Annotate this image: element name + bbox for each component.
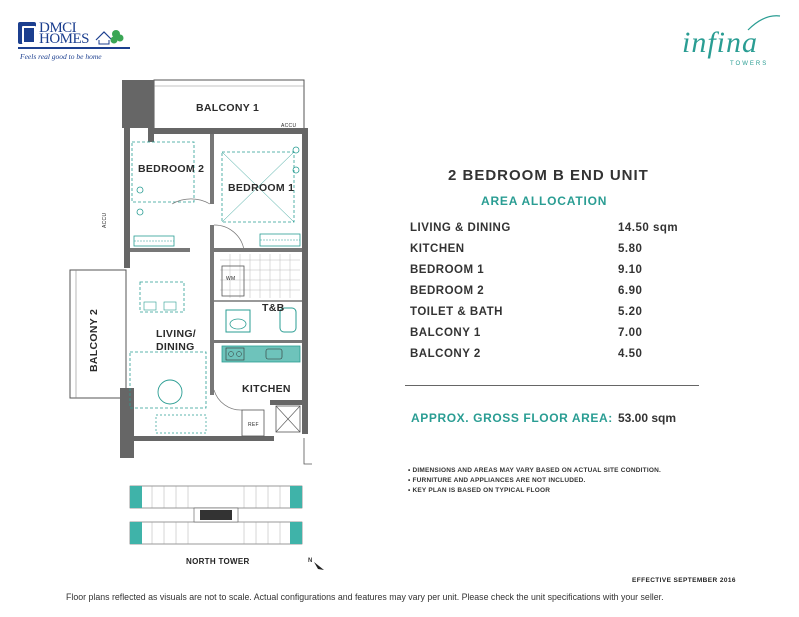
area-row-label: BEDROOM 1 <box>410 264 485 276</box>
developer-tagline: Feels real good to be home <box>20 52 102 61</box>
dmci-homes-logo <box>18 22 130 72</box>
north-label: N <box>308 558 313 564</box>
disclaimer: Floor plans reflected as visuals are not to scale. Actual configurations and features may vary per unit. Please check the unit specifications with your seller. <box>66 592 664 602</box>
floor-plan <box>60 70 330 470</box>
note: • FURNITURE AND APPLIANCES ARE NOT INCLUDED. <box>408 477 586 484</box>
area-row-value: 5.80 <box>618 243 643 255</box>
room-label-bedroom2: BEDROOM 2 <box>138 163 205 175</box>
dmci-building-icon <box>18 22 36 44</box>
area-row <box>410 306 710 322</box>
area-row-value: 9.10 <box>618 264 643 276</box>
ref-label: REF <box>248 422 259 428</box>
area-row-value: 14.50 sqm <box>618 222 679 234</box>
floor-plan-drawing <box>60 70 330 470</box>
north-arrow <box>308 558 326 574</box>
area-row-value: 4.50 <box>618 348 643 360</box>
area-row-label: BALCONY 2 <box>410 348 481 360</box>
key-plan <box>128 480 304 552</box>
logo-rule <box>18 47 130 49</box>
acu-left-label: ACCU <box>102 212 108 228</box>
area-row-value: 6.90 <box>618 285 643 297</box>
room-label-living: LIVING/ <box>156 328 197 340</box>
project-subname: TOWERS <box>730 61 769 67</box>
developer-name: DMCI HOMES <box>39 20 90 47</box>
area-row-label: LIVING & DINING <box>410 222 511 234</box>
area-row-label: TOILET & BATH <box>410 306 503 318</box>
room-label-bedroom1: BEDROOM 1 <box>228 182 295 194</box>
note: • DIMENSIONS AND AREAS MAY VARY BASED ON ACTUAL SITE CONDITION. <box>408 467 661 474</box>
area-row <box>410 285 710 301</box>
area-allocation-heading: AREA ALLOCATION <box>481 194 608 208</box>
area-row <box>410 327 710 343</box>
acu-top-label: ACCU <box>281 123 297 129</box>
effective-date: EFFECTIVE SEPTEMBER 2016 <box>632 577 736 584</box>
area-row <box>410 243 710 259</box>
key-plan-caption: NORTH TOWER <box>186 557 250 566</box>
room-label-dining: DINING <box>156 341 195 353</box>
room-label-tb: T&B <box>262 302 285 314</box>
room-label-balcony2: BALCONY 2 <box>88 308 100 372</box>
area-row-value: 5.20 <box>618 306 643 318</box>
area-row <box>410 348 710 364</box>
house-leaf-icon <box>94 26 124 46</box>
area-row-label: BEDROOM 2 <box>410 285 485 297</box>
area-row-value: 7.00 <box>618 327 643 339</box>
room-label-kitchen: KITCHEN <box>242 383 291 395</box>
area-row-label: KITCHEN <box>410 243 465 255</box>
area-row <box>410 264 710 280</box>
infina-towers-logo <box>676 12 786 72</box>
wm-label: WM <box>226 276 236 282</box>
unit-title: 2 BEDROOM B END UNIT <box>448 167 649 184</box>
room-label-balcony1: BALCONY 1 <box>196 102 260 114</box>
area-row <box>410 222 710 238</box>
note: • KEY PLAN IS BASED ON TYPICAL FLOOR <box>408 487 551 494</box>
divider <box>405 385 699 386</box>
area-row-label: BALCONY 1 <box>410 327 481 339</box>
project-name: infina <box>682 26 759 59</box>
gross-floor-area-label: APPROX. GROSS FLOOR AREA: <box>411 411 613 425</box>
gross-floor-area-value: 53.00 sqm <box>618 411 677 425</box>
